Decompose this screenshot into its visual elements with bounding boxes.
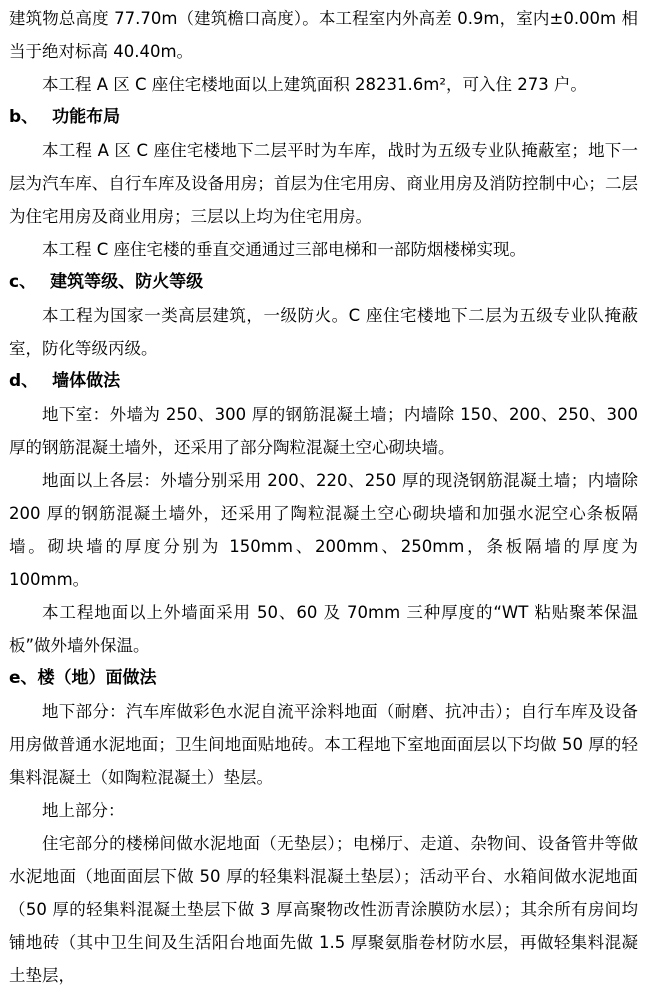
paragraph-vertical-traffic: 本工程 C 座住宅楼的垂直交通通过三部电梯和一部防烟楼梯实现。 xyxy=(42,240,527,259)
paragraph-building-height: 建筑物总高度 77.70m（建筑檐口高度）。本工程室内外高差 0.9m，室内±0.00m 相当于绝对标高 40.40m。 xyxy=(9,9,638,61)
paragraph-building-area: 本工程 A 区 C 座住宅楼地面以上建筑面积 28231.6m²，可入住 273 户。 xyxy=(42,75,587,94)
paragraph-above-ground-walls: 地面以上各层：外墙分别采用 200、220、250 厚的现浇钢筋混凝土墙；内墙除 200 厚的钢筋混凝土墙外，还采用了陶粒混凝土空心砌块墙和加强水泥空心条板隔墙。砌块墙的厚度分别为 150mm、200mm、250mm，条板隔墙的厚度为 100mm。 xyxy=(9,471,638,589)
paragraph-underground-floors: 地下部分：汽车库做彩色水泥自流平涂料地面（耐磨、抗冲击）；自行车库及设备用房做普通水泥地面；卫生间地面贴地砖。本工程地下室地面面层以下均做 50 厚的轻集料混凝土（如陶粒混凝土）垫层。 xyxy=(9,702,638,787)
heading-label: b、 xyxy=(9,107,39,127)
section-heading-d-wall-method xyxy=(9,365,638,398)
section-heading-c-building-grade xyxy=(9,266,638,299)
heading-title: 楼（地）面做法 xyxy=(37,668,157,688)
section-heading-b-function-layout xyxy=(9,101,638,134)
heading-title: 墙体做法 xyxy=(52,371,121,391)
paragraph-fire-grade: 本工程为国家一类高层建筑，一级防火。C 座住宅楼地下二层为五级专业队掩蔽室，防化等级丙级。 xyxy=(9,306,638,358)
paragraph-wall-insulation: 本工程地面以上外墙面采用 50、60 及 70mm 三种厚度的“WT 粘贴聚苯保温板”做外墙外保温。 xyxy=(9,603,638,655)
section-heading-e-floor-method xyxy=(9,662,638,695)
heading-title: 功能布局 xyxy=(52,107,121,127)
heading-label: e、 xyxy=(9,668,38,688)
paragraph-above-ground-label: 地上部分： xyxy=(42,801,125,820)
paragraph-floor-usage: 本工程 A 区 C 座住宅楼地下二层平时为车库，战时为五级专业队掩蔽室；地下一层为汽车库、自行车库及设备用房；首层为住宅用房、商业用房及消防控制中心；二层为住宅用房及商业用房；三层以上均为住宅用房。 xyxy=(9,141,638,226)
heading-label: c、 xyxy=(9,272,37,292)
paragraph-above-ground-floors: 住宅部分的楼梯间做水泥地面（无垫层）；电梯厅、走道、杂物间、设备管井等做水泥地面（地面面层下做 50 厚的轻集料混凝土垫层）；活动平台、水箱间做水泥地面（50 厚的轻集料混凝土垫层下做 3 厚高聚物改性沥青涂膜防水层）；其余所有房间均铺地砖（其中卫生间及生活阳台地面先做 1.5 厚聚氨脂卷材防水层，再做轻集料混凝土垫层， xyxy=(9,834,638,985)
heading-title: 建筑等级、防火等级 xyxy=(50,272,204,292)
paragraph-basement-walls: 地下室：外墙为 250、300 厚的钢筋混凝土墙；内墙除 150、200、250、300 厚的钢筋混凝土墙外，还采用了部分陶粒混凝土空心砌块墙。 xyxy=(9,405,638,457)
heading-label: d、 xyxy=(9,371,39,391)
